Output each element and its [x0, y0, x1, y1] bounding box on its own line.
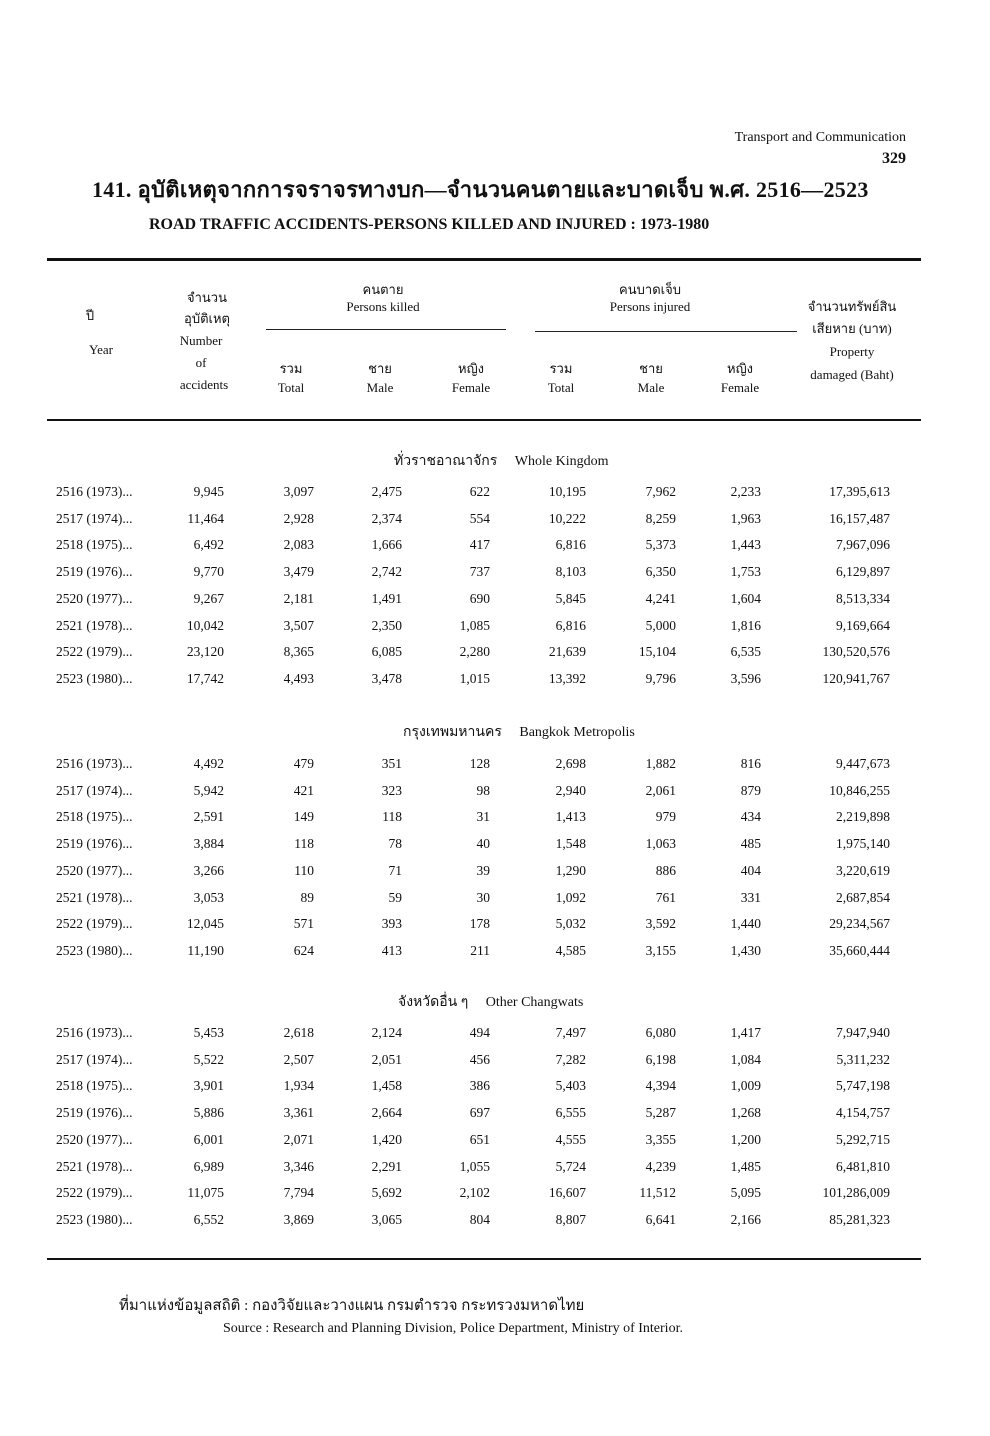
killed-male-cell: 71 [388, 862, 402, 878]
killed-female-cell: 211 [470, 942, 490, 958]
injured-female-cell: 1,485 [730, 1158, 761, 1174]
killed-male-cell: 2,350 [371, 617, 402, 633]
injured-male-cell: 6,080 [645, 1025, 676, 1040]
year-cell: 2521 (1978)... [56, 1158, 133, 1174]
property-cell: 5,747,198 [836, 1078, 890, 1094]
killed-total-cell: 3,361 [283, 1105, 314, 1121]
table-row [0, 863, 990, 889]
year-cell: 2523 (1980)... [56, 942, 133, 958]
accidents-cell: 4,492 [193, 756, 224, 771]
table-row [0, 1212, 990, 1238]
injured-female-cell: 1,816 [730, 617, 761, 633]
accidents-cell: 2,591 [193, 809, 224, 825]
table-row [0, 484, 990, 510]
injured-total-cell: 1,092 [555, 889, 586, 905]
injured-total-cell: 4,585 [555, 942, 586, 958]
killed-total-cell: 2,618 [283, 1025, 314, 1040]
accidents-cell: 17,742 [186, 670, 224, 686]
accidents-cell: 5,942 [193, 782, 224, 798]
killed-male-cell: 2,051 [371, 1051, 402, 1067]
table-title-english: ROAD TRAFFIC ACCIDENTS-PERSONS KILLED AND INJURED : 1973-1980 [149, 216, 710, 233]
property-cell: 8,513,334 [836, 590, 890, 606]
table-bottom-rule [47, 1258, 921, 1260]
accidents-header-2: of [195, 355, 207, 370]
section-title-english: Other Changwats [485, 995, 584, 1010]
killed-male-cell: 78 [388, 836, 402, 852]
killed-male-cell: 1,458 [371, 1078, 402, 1094]
property-cell: 120,941,767 [822, 670, 890, 686]
injured-female-cell: 2,233 [730, 484, 761, 499]
killed-male-header-thai: ชาย [368, 361, 392, 376]
killed-total-cell: 149 [293, 809, 314, 825]
injured-male-cell: 4,241 [645, 590, 676, 606]
property-header-thai-1: จำนวนทรัพย์สิน [807, 299, 897, 314]
killed-female-header-thai: หญิง [458, 361, 484, 376]
injured-male-cell: 2,061 [645, 782, 676, 798]
injured-female-cell: 1,604 [730, 590, 761, 606]
killed-total-cell: 118 [294, 836, 314, 852]
property-cell: 7,967,096 [836, 537, 890, 553]
table-row [0, 836, 990, 862]
killed-male-header: Male [366, 380, 394, 395]
killed-female-cell: 1,085 [459, 617, 490, 633]
property-cell: 101,286,009 [822, 1185, 890, 1201]
injured-header-thai: คนบาดเจ็บ [619, 282, 681, 297]
table-row [0, 644, 990, 670]
year-header: Year [89, 342, 113, 357]
property-header-thai-2: เสียหาย (บาท) [812, 321, 892, 336]
injured-female-cell: 816 [740, 756, 761, 771]
killed-male-cell: 6,085 [371, 644, 402, 660]
killed-female-cell: 40 [476, 836, 490, 852]
section-title-thai: ทั่วราชอาณาจักร [394, 454, 498, 469]
section-title-whole-kingdom [394, 450, 609, 472]
injured-male-cell: 6,198 [645, 1051, 676, 1067]
killed-male-cell: 413 [381, 942, 402, 958]
table-row [0, 618, 990, 644]
table-number: 141. [92, 177, 132, 202]
table-row [0, 1132, 990, 1158]
table-row [0, 1078, 990, 1104]
property-cell: 85,281,323 [829, 1211, 890, 1227]
killed-male-cell: 2,664 [371, 1105, 402, 1121]
injured-female-cell: 1,963 [730, 510, 761, 526]
killed-female-cell: 494 [469, 1025, 490, 1040]
injured-total-cell: 5,403 [555, 1078, 586, 1094]
killed-female-cell: 737 [469, 564, 490, 580]
accidents-cell: 6,492 [193, 537, 224, 553]
killed-male-cell: 1,420 [371, 1131, 402, 1147]
killed-female-cell: 651 [469, 1131, 490, 1147]
killed-total-cell: 571 [293, 916, 314, 932]
killed-total-cell: 2,083 [283, 537, 314, 553]
injured-header: Persons injured [609, 299, 691, 314]
accidents-cell: 3,884 [193, 836, 224, 852]
accidents-header-thai-2: อุบัติเหตุ [184, 311, 230, 326]
year-cell: 2518 (1975)... [56, 809, 133, 825]
injured-total-cell: 10,195 [548, 484, 586, 499]
accidents-cell: 12,045 [186, 916, 224, 932]
year-cell: 2516 (1973)... [56, 1025, 133, 1040]
killed-female-cell: 31 [476, 809, 490, 825]
killed-female-cell: 178 [469, 916, 490, 932]
killed-male-cell: 118 [382, 809, 402, 825]
injured-male-cell: 1,063 [645, 836, 676, 852]
injured-male-cell: 15,104 [638, 644, 676, 660]
killed-female-cell: 554 [469, 510, 490, 526]
killed-total-cell: 2,928 [283, 510, 314, 526]
injured-female-cell: 3,596 [730, 670, 761, 686]
year-cell: 2519 (1976)... [56, 564, 133, 580]
table-top-rule [47, 258, 921, 261]
injured-female-cell: 1,084 [730, 1051, 761, 1067]
year-cell: 2516 (1973)... [56, 756, 133, 771]
injured-female-cell: 1,753 [730, 564, 761, 580]
killed-female-cell: 804 [469, 1211, 490, 1227]
year-cell: 2518 (1975)... [56, 537, 133, 553]
injured-total-cell: 2,940 [555, 782, 586, 798]
injured-total-header: Total [547, 380, 575, 395]
year-cell: 2523 (1980)... [56, 670, 133, 686]
injured-female-header: Female [720, 380, 760, 395]
year-cell: 2522 (1979)... [56, 1185, 133, 1201]
killed-header-thai: คนตาย [362, 282, 404, 297]
killed-span-rule [266, 329, 506, 330]
table-row [0, 537, 990, 563]
killed-male-cell: 2,475 [371, 484, 402, 499]
year-cell: 2523 (1980)... [56, 1211, 133, 1227]
killed-total-cell: 3,479 [283, 564, 314, 580]
injured-total-cell: 6,816 [555, 617, 586, 633]
injured-total-cell: 16,607 [548, 1185, 586, 1201]
injured-male-cell: 4,239 [645, 1158, 676, 1174]
injured-total-cell: 13,392 [548, 670, 586, 686]
accidents-header-1: Number [179, 333, 223, 348]
property-cell: 130,520,576 [822, 644, 890, 660]
accidents-cell: 5,886 [193, 1105, 224, 1121]
injured-total-cell: 4,555 [555, 1131, 586, 1147]
title-thai-text: อุบัติเหตุจากการจราจรทางบก—จำนวนคนตายและบาดเจ็บ พ.ศ. 2516—2523 [137, 177, 869, 202]
year-cell: 2520 (1977)... [56, 590, 133, 606]
killed-female-cell: 1,015 [459, 670, 490, 686]
table-row [0, 671, 990, 697]
killed-total-cell: 3,869 [283, 1211, 314, 1227]
accidents-cell: 6,001 [193, 1131, 224, 1147]
year-cell: 2521 (1978)... [56, 889, 133, 905]
injured-male-cell: 6,350 [645, 564, 676, 580]
injured-female-cell: 1,440 [730, 916, 761, 932]
injured-male-cell: 3,155 [645, 942, 676, 958]
injured-female-cell: 6,535 [730, 644, 761, 660]
table-row [0, 1052, 990, 1078]
injured-total-cell: 21,639 [548, 644, 586, 660]
killed-male-cell: 1,491 [371, 590, 402, 606]
property-cell: 17,395,613 [829, 484, 890, 499]
killed-female-cell: 30 [476, 889, 490, 905]
killed-female-cell: 697 [469, 1105, 490, 1121]
injured-male-cell: 4,394 [645, 1078, 676, 1094]
injured-total-cell: 6,816 [555, 537, 586, 553]
injured-male-cell: 1,882 [645, 756, 676, 771]
killed-female-cell: 39 [476, 862, 490, 878]
injured-female-cell: 1,443 [730, 537, 761, 553]
injured-total-header-thai: รวม [549, 361, 573, 376]
section-title-thai: จังหวัดอื่น ๆ [398, 995, 469, 1010]
table-row [0, 916, 990, 942]
source-english: Source : Research and Planning Division, Police Department, Ministry of Interior. [223, 1321, 683, 1336]
injured-span-rule [535, 331, 797, 332]
year-cell: 2517 (1974)... [56, 1051, 133, 1067]
accidents-cell: 3,266 [193, 862, 224, 878]
killed-total-cell: 2,181 [283, 590, 314, 606]
property-cell: 5,292,715 [836, 1131, 890, 1147]
accidents-cell: 9,945 [193, 484, 224, 499]
killed-total-cell: 4,493 [283, 670, 314, 686]
killed-total-cell: 479 [293, 756, 314, 771]
killed-total-cell: 7,794 [283, 1185, 314, 1201]
accidents-cell: 5,522 [193, 1051, 224, 1067]
property-cell: 6,129,897 [836, 564, 890, 580]
property-cell: 29,234,567 [829, 916, 890, 932]
killed-total-cell: 624 [293, 942, 314, 958]
killed-total-cell: 8,365 [283, 644, 314, 660]
section-title-english: Whole Kingdom [514, 454, 609, 469]
injured-total-cell: 1,413 [555, 809, 586, 825]
killed-total-header: Total [277, 380, 305, 395]
injured-male-cell: 3,592 [645, 916, 676, 932]
killed-female-cell: 98 [476, 782, 490, 798]
injured-female-cell: 485 [740, 836, 761, 852]
killed-male-cell: 1,666 [371, 537, 402, 553]
injured-female-cell: 434 [740, 809, 761, 825]
injured-total-cell: 5,724 [555, 1158, 586, 1174]
injured-female-header-thai: หญิง [727, 361, 753, 376]
table-row [0, 564, 990, 590]
injured-female-cell: 1,268 [730, 1105, 761, 1121]
year-cell: 2520 (1977)... [56, 862, 133, 878]
killed-female-cell: 386 [469, 1078, 490, 1094]
property-cell: 16,157,487 [829, 510, 890, 526]
injured-total-cell: 7,282 [555, 1051, 586, 1067]
table-row [0, 591, 990, 617]
injured-male-cell: 979 [655, 809, 676, 825]
injured-total-cell: 2,698 [555, 756, 586, 771]
accidents-cell: 11,464 [187, 510, 224, 526]
property-cell: 6,481,810 [836, 1158, 890, 1174]
killed-total-cell: 2,507 [283, 1051, 314, 1067]
table-row [0, 1025, 990, 1051]
year-cell: 2520 (1977)... [56, 1131, 133, 1147]
killed-female-cell: 2,280 [459, 644, 490, 660]
section-title-bangkok [403, 721, 635, 743]
killed-total-cell: 421 [293, 782, 314, 798]
accidents-cell: 10,042 [186, 617, 224, 633]
injured-female-cell: 331 [740, 889, 761, 905]
injured-total-cell: 1,290 [555, 862, 586, 878]
killed-female-cell: 128 [469, 756, 490, 771]
killed-female-cell: 1,055 [459, 1158, 490, 1174]
injured-male-cell: 11,512 [639, 1185, 676, 1201]
killed-female-cell: 690 [469, 590, 490, 606]
killed-female-cell: 456 [469, 1051, 490, 1067]
section-title-english: Bangkok Metropolis [519, 725, 635, 740]
killed-female-cell: 417 [469, 537, 490, 553]
killed-female-cell: 622 [469, 484, 490, 499]
property-cell: 2,219,898 [836, 809, 890, 825]
killed-female-header: Female [451, 380, 491, 395]
property-cell: 35,660,444 [829, 942, 890, 958]
killed-header: Persons killed [346, 299, 420, 314]
year-header-thai: ปี [85, 308, 95, 323]
header-bottom-rule [47, 419, 921, 421]
accidents-cell: 11,190 [187, 942, 224, 958]
killed-total-cell: 3,346 [283, 1158, 314, 1174]
year-cell: 2521 (1978)... [56, 617, 133, 633]
year-cell: 2517 (1974)... [56, 510, 133, 526]
accidents-cell: 9,267 [193, 590, 224, 606]
accidents-cell: 6,989 [193, 1158, 224, 1174]
year-cell: 2522 (1979)... [56, 644, 133, 660]
killed-male-cell: 3,478 [371, 670, 402, 686]
table-row [0, 756, 990, 782]
property-cell: 4,154,757 [836, 1105, 890, 1121]
injured-total-cell: 8,103 [555, 564, 586, 580]
injured-total-cell: 7,497 [555, 1025, 586, 1040]
injured-female-cell: 404 [740, 862, 761, 878]
accidents-cell: 3,901 [193, 1078, 224, 1094]
killed-total-cell: 89 [300, 889, 314, 905]
injured-male-cell: 761 [655, 889, 676, 905]
property-cell: 1,975,140 [836, 836, 890, 852]
killed-male-cell: 3,065 [371, 1211, 402, 1227]
year-cell: 2522 (1979)... [56, 916, 133, 932]
accidents-cell: 9,770 [193, 564, 224, 580]
injured-female-cell: 2,166 [730, 1211, 761, 1227]
table-row [0, 1185, 990, 1211]
injured-male-header-thai: ชาย [639, 361, 663, 376]
injured-male-cell: 6,641 [645, 1211, 676, 1227]
table-row [0, 1105, 990, 1131]
accidents-cell: 23,120 [186, 644, 224, 660]
year-cell: 2519 (1976)... [56, 836, 133, 852]
property-cell: 2,687,854 [836, 889, 890, 905]
property-cell: 9,169,664 [836, 617, 890, 633]
killed-total-cell: 3,097 [283, 484, 314, 499]
injured-male-cell: 3,355 [645, 1131, 676, 1147]
source-thai: ที่มาแห่งข้อมูลสถิติ : กองวิจัยและวางแผน กรมตำรวจ กระทรวงมหาดไทย [119, 1298, 585, 1314]
killed-male-cell: 393 [381, 916, 402, 932]
injured-female-cell: 1,417 [730, 1025, 761, 1040]
injured-male-header: Male [637, 380, 665, 395]
property-cell: 7,947,940 [836, 1025, 890, 1040]
running-header: Transport and Communication [734, 130, 906, 145]
killed-male-cell: 323 [381, 782, 402, 798]
killed-male-cell: 2,124 [371, 1025, 402, 1040]
injured-male-cell: 5,287 [645, 1105, 676, 1121]
injured-total-cell: 5,845 [555, 590, 586, 606]
injured-total-cell: 6,555 [555, 1105, 586, 1121]
injured-female-cell: 1,200 [730, 1131, 761, 1147]
killed-female-cell: 2,102 [459, 1185, 490, 1201]
property-cell: 5,311,232 [836, 1051, 890, 1067]
accidents-cell: 3,053 [193, 889, 224, 905]
year-cell: 2519 (1976)... [56, 1105, 133, 1121]
table-title-thai [92, 172, 869, 207]
killed-total-cell: 1,934 [283, 1078, 314, 1094]
property-header-1: Property [829, 344, 875, 359]
killed-total-header-thai: รวม [279, 361, 303, 376]
killed-total-cell: 2,071 [283, 1131, 314, 1147]
table-row [0, 1159, 990, 1185]
accidents-header-thai-1: จำนวน [187, 290, 227, 305]
injured-female-cell: 1,430 [730, 942, 761, 958]
injured-male-cell: 9,796 [645, 670, 676, 686]
table-row [0, 783, 990, 809]
year-cell: 2517 (1974)... [56, 782, 133, 798]
killed-total-cell: 3,507 [283, 617, 314, 633]
killed-male-cell: 5,692 [371, 1185, 402, 1201]
killed-male-cell: 2,291 [371, 1158, 402, 1174]
accidents-cell: 11,075 [187, 1185, 224, 1201]
injured-female-cell: 1,009 [730, 1078, 761, 1094]
year-cell: 2516 (1973)... [56, 484, 133, 499]
killed-male-cell: 59 [388, 889, 402, 905]
injured-male-cell: 8,259 [645, 510, 676, 526]
section-title-thai: กรุงเทพมหานคร [403, 725, 502, 740]
section-title-other-changwats [398, 991, 583, 1013]
injured-total-cell: 1,548 [555, 836, 586, 852]
accidents-header-3: accidents [179, 377, 229, 392]
property-cell: 10,846,255 [829, 782, 890, 798]
table-row [0, 890, 990, 916]
accidents-cell: 6,552 [193, 1211, 224, 1227]
injured-female-cell: 879 [740, 782, 761, 798]
injured-male-cell: 886 [655, 862, 676, 878]
killed-male-cell: 2,742 [371, 564, 402, 580]
table-row [0, 809, 990, 835]
page-number: 329 [882, 150, 906, 167]
injured-male-cell: 5,373 [645, 537, 676, 553]
property-cell: 3,220,619 [836, 862, 890, 878]
year-cell: 2518 (1975)... [56, 1078, 133, 1094]
injured-total-cell: 5,032 [555, 916, 586, 932]
injured-female-cell: 5,095 [730, 1185, 761, 1201]
table-row [0, 511, 990, 537]
accidents-cell: 5,453 [193, 1025, 224, 1040]
injured-total-cell: 8,807 [555, 1211, 586, 1227]
property-cell: 9,447,673 [836, 756, 890, 771]
killed-total-cell: 110 [294, 862, 314, 878]
killed-male-cell: 2,374 [371, 510, 402, 526]
injured-male-cell: 5,000 [645, 617, 676, 633]
killed-male-cell: 351 [381, 756, 402, 771]
injured-total-cell: 10,222 [548, 510, 586, 526]
property-header-2: damaged (Baht) [810, 367, 894, 382]
injured-male-cell: 7,962 [645, 484, 676, 499]
table-row [0, 943, 990, 969]
